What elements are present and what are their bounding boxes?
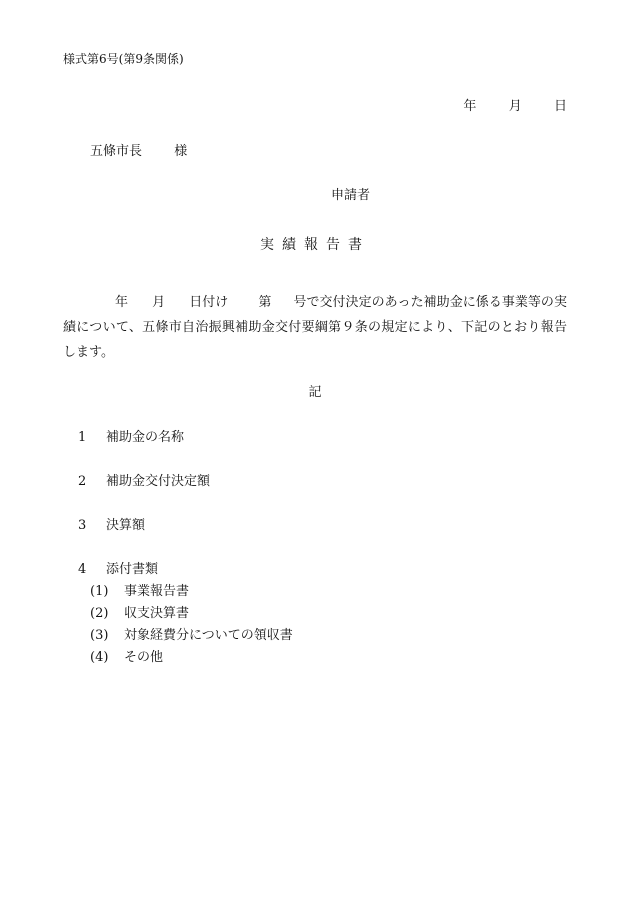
- addressee-name: 五條市長: [90, 144, 143, 159]
- attachment-4: [90, 646, 163, 665]
- item-label: 添付書類: [106, 562, 159, 577]
- item-4: [78, 558, 158, 577]
- body-dai: 第: [258, 295, 272, 310]
- applicant-label: 申請者: [331, 188, 371, 203]
- attachment-3: [90, 624, 293, 643]
- body-month: 月: [152, 295, 166, 310]
- item-number: 4: [78, 562, 87, 577]
- ki-heading: 記: [308, 385, 322, 400]
- attachment-number: (2): [90, 606, 109, 621]
- attachment-label: 事業報告書: [124, 584, 190, 599]
- attachment-2: [90, 602, 189, 621]
- document-title: 実績報告書: [260, 237, 370, 253]
- date-year-label: 年: [463, 99, 477, 114]
- addressee: [90, 140, 187, 159]
- form-number: 様式第6号(第9条関係): [63, 52, 184, 66]
- date-day-label: 日: [553, 99, 567, 114]
- body-rest: 号で交付決定のあった補助金に係る事業等の実績について、五條市自治振興補助金交付要綱第９条の規定により、下記のとおり報告します。: [63, 295, 567, 360]
- attachment-label: 対象経費分についての領収書: [124, 628, 293, 643]
- item-label: 決算額: [106, 518, 146, 533]
- item-3: [78, 514, 145, 533]
- addressee-honorific: 様: [174, 144, 188, 159]
- attachment-label: その他: [124, 650, 164, 665]
- body-day-dated: 日付け: [189, 295, 229, 310]
- attachment-1: [90, 580, 189, 599]
- attachment-number: (3): [90, 628, 109, 643]
- item-2: [78, 470, 210, 489]
- attachment-number: (1): [90, 584, 109, 599]
- attachment-label: 収支決算書: [124, 606, 190, 621]
- date-month-label: 月: [508, 99, 522, 114]
- body-text: [63, 290, 567, 365]
- body-year: 年: [115, 295, 129, 310]
- item-number: 1: [78, 430, 87, 445]
- attachment-number: (4): [90, 650, 109, 665]
- item-1: [78, 426, 184, 445]
- date-line: [463, 95, 567, 114]
- item-label: 補助金交付決定額: [106, 474, 211, 489]
- item-number: 3: [78, 518, 87, 533]
- item-label: 補助金の名称: [106, 430, 185, 445]
- item-number: 2: [78, 474, 87, 489]
